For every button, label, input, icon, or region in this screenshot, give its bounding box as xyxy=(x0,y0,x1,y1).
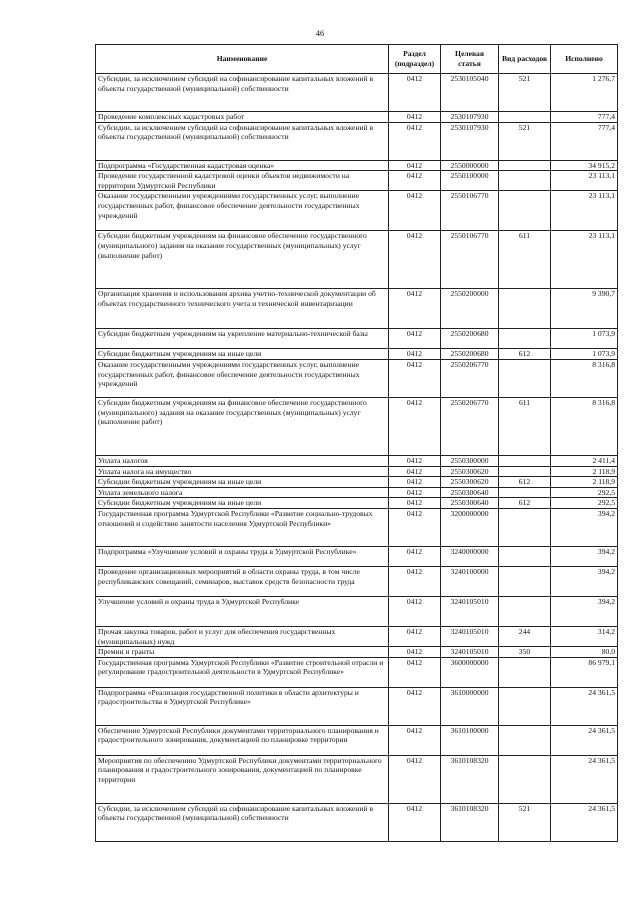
table-row xyxy=(96,160,618,171)
cell-article: 3240105010 xyxy=(441,626,499,646)
table-row xyxy=(96,466,618,477)
cell-article: 2550000000 xyxy=(441,160,499,171)
cell-section: 0412 xyxy=(389,546,441,566)
cell-executed: 34 915,2 xyxy=(551,160,618,171)
cell-article: 2530107930 xyxy=(441,122,499,160)
cell-name: Прочая закупка товаров, работ и услуг для обеспечения государственных (муниципальных) нужд xyxy=(96,626,389,646)
table-row xyxy=(96,626,618,646)
cell-name: Уплата земельного налога xyxy=(96,487,389,498)
cell-executed: 394,2 xyxy=(551,596,618,626)
header-expense-type: Вид расходов xyxy=(499,45,551,74)
cell-expense-type xyxy=(499,455,551,466)
cell-article: 2530107930 xyxy=(441,112,499,123)
cell-name: Мероприятия по обеспечению Удмуртской Республики документами территориального планирования и градостроительного зонирования, документацией по планировке территории xyxy=(96,755,389,803)
cell-expense-type xyxy=(499,546,551,566)
cell-executed: 292,5 xyxy=(551,487,618,498)
cell-expense-type: 612 xyxy=(499,498,551,509)
table-row xyxy=(96,725,618,755)
header-name: Наименование xyxy=(96,45,389,74)
cell-article: 2550300640 xyxy=(441,498,499,509)
cell-expense-type: 350 xyxy=(499,647,551,658)
cell-section: 0412 xyxy=(389,349,441,360)
table-row xyxy=(96,329,618,349)
cell-section: 0412 xyxy=(389,397,441,455)
table-row xyxy=(96,74,618,112)
cell-expense-type: 521 xyxy=(499,122,551,160)
table-row xyxy=(96,359,618,397)
cell-expense-type: 521 xyxy=(499,74,551,112)
cell-article: 2550206770 xyxy=(441,397,499,455)
cell-executed: 9 390,7 xyxy=(551,289,618,329)
table-row xyxy=(96,122,618,160)
cell-executed: 777,4 xyxy=(551,122,618,160)
cell-expense-type xyxy=(499,725,551,755)
page-number: 46 xyxy=(315,28,325,38)
cell-article: 2550300000 xyxy=(441,455,499,466)
table-row xyxy=(96,657,618,687)
cell-expense-type xyxy=(499,755,551,803)
table-row xyxy=(96,508,618,546)
table-row xyxy=(96,231,618,289)
cell-name: Субсидии, за исключением субсидий на софинансирование капитальных вложений в объекты государственной (муниципальной) собственности xyxy=(96,803,389,841)
cell-executed: 86 979,1 xyxy=(551,657,618,687)
cell-name: Проведение организационных мероприятий в области охраны труда, в том числе республиканских совещаний, семинаров, выставок средств безопасности труда xyxy=(96,566,389,596)
table-row xyxy=(96,803,618,841)
cell-expense-type xyxy=(499,508,551,546)
cell-article: 2550106770 xyxy=(441,191,499,231)
cell-section: 0412 xyxy=(389,498,441,509)
cell-expense-type xyxy=(499,687,551,725)
cell-executed: 80,0 xyxy=(551,647,618,658)
table-row xyxy=(96,455,618,466)
cell-executed: 23 113,1 xyxy=(551,191,618,231)
cell-expense-type: 611 xyxy=(499,231,551,289)
cell-article: 2550200000 xyxy=(441,289,499,329)
cell-section: 0412 xyxy=(389,112,441,123)
cell-name: Субсидии бюджетным учреждениям на иные цели xyxy=(96,498,389,509)
cell-executed: 394,2 xyxy=(551,546,618,566)
cell-expense-type: 612 xyxy=(499,477,551,488)
cell-name: Субсидии бюджетным учреждениям на укрепление материально-технической базы xyxy=(96,329,389,349)
table-row xyxy=(96,596,618,626)
cell-executed: 314,2 xyxy=(551,626,618,646)
table-row xyxy=(96,397,618,455)
cell-section: 0412 xyxy=(389,477,441,488)
cell-article: 3610108320 xyxy=(441,755,499,803)
cell-name: Субсидии бюджетным учреждениям на финансовое обеспечение государственного (муниципального) задания на оказание государственных (муниципальных) услуг (выполнение работ) xyxy=(96,397,389,455)
cell-article: 2550300620 xyxy=(441,466,499,477)
cell-executed: 24 361,5 xyxy=(551,803,618,841)
cell-expense-type xyxy=(499,657,551,687)
cell-executed: 1 276,7 xyxy=(551,74,618,112)
cell-section: 0412 xyxy=(389,647,441,658)
cell-executed: 8 316,8 xyxy=(551,359,618,397)
cell-executed: 24 361,5 xyxy=(551,687,618,725)
header-executed: Исполнено xyxy=(551,45,618,74)
cell-expense-type xyxy=(499,359,551,397)
table-row xyxy=(96,112,618,123)
cell-expense-type xyxy=(499,289,551,329)
cell-section: 0412 xyxy=(389,160,441,171)
cell-expense-type: 611 xyxy=(499,397,551,455)
cell-executed: 777,4 xyxy=(551,112,618,123)
cell-expense-type xyxy=(499,487,551,498)
cell-expense-type xyxy=(499,596,551,626)
cell-expense-type xyxy=(499,566,551,596)
cell-article: 2530105040 xyxy=(441,74,499,112)
cell-article: 2550206770 xyxy=(441,359,499,397)
cell-article: 3610100000 xyxy=(441,725,499,755)
cell-name: Субсидии, за исключением субсидий на софинансирование капитальных вложений в объекты государственной (муниципальной) собственности xyxy=(96,74,389,112)
header-section: Раздел (подраздел) xyxy=(389,45,441,74)
cell-article: 3610108320 xyxy=(441,803,499,841)
cell-expense-type xyxy=(499,329,551,349)
cell-section: 0412 xyxy=(389,191,441,231)
table-row xyxy=(96,171,618,191)
cell-executed: 2 118,9 xyxy=(551,477,618,488)
cell-executed: 8 316,8 xyxy=(551,397,618,455)
cell-executed: 2 118,9 xyxy=(551,466,618,477)
cell-expense-type xyxy=(499,191,551,231)
cell-name: Оказание государственными учреждениями государственных услуг, выполнение государственных работ, финансовое обеспечение деятельности государственных учреждений xyxy=(96,191,389,231)
cell-article: 2550300620 xyxy=(441,477,499,488)
cell-expense-type xyxy=(499,466,551,477)
cell-section: 0412 xyxy=(389,508,441,546)
cell-executed: 1 073,9 xyxy=(551,329,618,349)
cell-article: 3600000000 xyxy=(441,657,499,687)
cell-section: 0412 xyxy=(389,122,441,160)
cell-executed: 2 411,4 xyxy=(551,455,618,466)
table-row xyxy=(96,349,618,360)
cell-name: Подпрограмма «Улучшение условий и охраны труда в Удмуртской Республике» xyxy=(96,546,389,566)
table-row xyxy=(96,687,618,725)
cell-section: 0412 xyxy=(389,359,441,397)
table-row xyxy=(96,566,618,596)
table-row xyxy=(96,289,618,329)
cell-executed: 394,2 xyxy=(551,508,618,546)
cell-name: Субсидии, за исключением субсидий на софинансирование капитальных вложений в объекты государственной (муниципальной) собственности xyxy=(96,122,389,160)
cell-section: 0412 xyxy=(389,455,441,466)
cell-name: Подпрограмма «Реализация государственной политики в области архитектуры и градостроительства в Удмуртской Республике» xyxy=(96,687,389,725)
cell-section: 0412 xyxy=(389,231,441,289)
cell-executed: 394,2 xyxy=(551,566,618,596)
table-row xyxy=(96,755,618,803)
cell-expense-type xyxy=(499,160,551,171)
cell-executed: 24 361,5 xyxy=(551,725,618,755)
cell-executed: 1 073,9 xyxy=(551,349,618,360)
cell-name: Оказание государственными учреждениями государственных услуг, выполнение государственных работ, финансовое обеспечение деятельности государственных учреждений xyxy=(96,359,389,397)
cell-expense-type xyxy=(499,171,551,191)
cell-article: 3200000000 xyxy=(441,508,499,546)
cell-name: Уплата налога на имущество xyxy=(96,466,389,477)
cell-expense-type: 521 xyxy=(499,803,551,841)
cell-name: Обеспечение Удмуртской Республики документами территориального планирования и градостроительного зонирования, документацией по планировке территории xyxy=(96,725,389,755)
cell-expense-type: 244 xyxy=(499,626,551,646)
table-row xyxy=(96,498,618,509)
cell-article: 3240105010 xyxy=(441,596,499,626)
cell-executed: 24 361,5 xyxy=(551,755,618,803)
cell-executed: 23 113,1 xyxy=(551,231,618,289)
table-row xyxy=(96,487,618,498)
cell-article: 3240100000 xyxy=(441,566,499,596)
cell-name: Подпрограмма «Государственная кадастровая оценка» xyxy=(96,160,389,171)
cell-article: 2550200680 xyxy=(441,349,499,360)
budget-table xyxy=(95,44,618,842)
header-article: Целевая статья xyxy=(441,45,499,74)
cell-section: 0412 xyxy=(389,803,441,841)
cell-article: 3240000000 xyxy=(441,546,499,566)
cell-article: 3610000000 xyxy=(441,687,499,725)
cell-section: 0412 xyxy=(389,329,441,349)
cell-section: 0412 xyxy=(389,755,441,803)
cell-section: 0412 xyxy=(389,74,441,112)
table-row xyxy=(96,647,618,658)
cell-name: Проведение комплексных кадастровых работ xyxy=(96,112,389,123)
cell-expense-type: 612 xyxy=(499,349,551,360)
table-row xyxy=(96,477,618,488)
cell-article: 2550100000 xyxy=(441,171,499,191)
cell-section: 0412 xyxy=(389,725,441,755)
cell-section: 0412 xyxy=(389,289,441,329)
cell-executed: 23 113,1 xyxy=(551,171,618,191)
cell-name: Организация хранения и использования архива учетно-технической документации об объектах государственного технического учета и технической инвентаризации xyxy=(96,289,389,329)
cell-article: 3240105010 xyxy=(441,647,499,658)
cell-section: 0412 xyxy=(389,626,441,646)
cell-article: 2550300640 xyxy=(441,487,499,498)
cell-name: Премии и гранты xyxy=(96,647,389,658)
cell-name: Субсидии бюджетным учреждениям на иные цели xyxy=(96,349,389,360)
cell-name: Проведение государственной кадастровой оценки объектов недвижимости на территории Удмуртской Республики xyxy=(96,171,389,191)
cell-executed: 292,5 xyxy=(551,498,618,509)
table-row xyxy=(96,191,618,231)
cell-name: Субсидии бюджетным учреждениям на финансовое обеспечение государственного (муниципального) задания на оказание государственных (муниципальных) услуг (выполнение работ) xyxy=(96,231,389,289)
cell-article: 2550200680 xyxy=(441,329,499,349)
cell-section: 0412 xyxy=(389,687,441,725)
cell-section: 0412 xyxy=(389,566,441,596)
cell-name: Уплата налогов xyxy=(96,455,389,466)
cell-section: 0412 xyxy=(389,596,441,626)
cell-section: 0412 xyxy=(389,466,441,477)
table-row xyxy=(96,546,618,566)
cell-expense-type xyxy=(499,112,551,123)
cell-name: Государственная программа Удмуртской Республики «Развитие социально-трудовых отношений и содействие занятости населения Удмуртской Республики» xyxy=(96,508,389,546)
cell-section: 0412 xyxy=(389,171,441,191)
cell-section: 0412 xyxy=(389,657,441,687)
cell-name: Улучшение условий и охраны труда в Удмуртской Республике xyxy=(96,596,389,626)
cell-name: Государственная программа Удмуртской Республики «Развитие строительной отрасли и регулирование градостроительной деятельности в Удмуртской Республике» xyxy=(96,657,389,687)
cell-section: 0412 xyxy=(389,487,441,498)
cell-name: Субсидии бюджетным учреждениям на иные цели xyxy=(96,477,389,488)
table-header-row xyxy=(96,45,618,74)
cell-article: 2550106770 xyxy=(441,231,499,289)
